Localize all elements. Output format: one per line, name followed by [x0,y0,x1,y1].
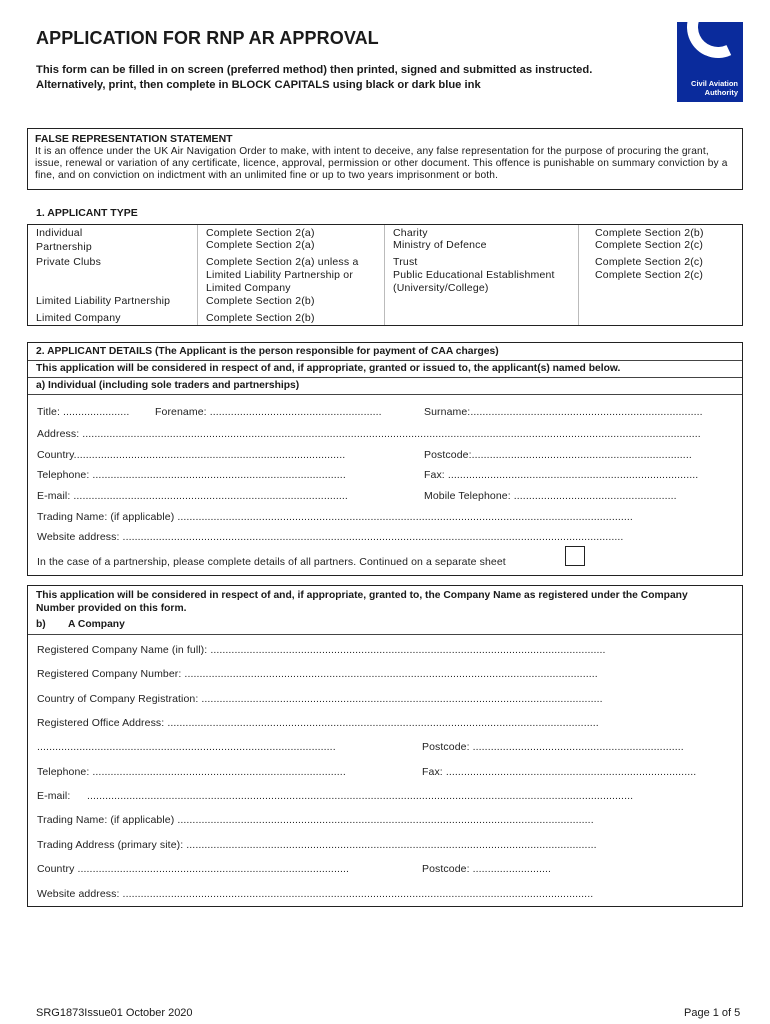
partnership-separate-sheet-checkbox[interactable] [565,546,585,566]
type-charity: Charity [393,227,428,239]
action-charity: Complete Section 2(b) [595,227,704,239]
page-title: APPLICATION FOR RNP AR APPROVAL [36,28,379,48]
address-line-field[interactable]: ................................................................................................... [37,741,336,753]
action-public-educational: Complete Section 2(c) [595,269,704,281]
company-website-field[interactable]: Website address: ............................................................................................................................................................ [37,888,594,900]
trading-address-field[interactable]: Trading Address (primary site): ........................................................................................................................................ [37,839,597,851]
action-trust: Complete Section 2(c) [595,256,704,268]
action-private-clubs-2: Limited Liability Partnership or [206,269,354,281]
company-postcode2-field[interactable]: Postcode: .......................... [422,863,552,875]
caa-logo-text: Civil Aviation Authority [691,79,738,97]
form-reference: SRG1873Issue01 October 2020 [36,1007,193,1019]
action-partnership: Complete Section 2(a) [206,239,315,251]
forename-field[interactable]: Forename: ......................................................... [155,406,382,418]
type-public-educational-2: (University/College) [393,282,489,294]
company-fax-field[interactable]: Fax: ................................................................................... [422,766,697,778]
divider [28,377,742,378]
address-field[interactable]: Address: ............................................................................................................................................................................................................. [37,428,701,440]
type-llp: Limited Liability Partnership [36,295,171,307]
country-field[interactable]: Country.......................................................................................... [37,449,346,461]
action-mod: Complete Section 2(c) [595,239,704,251]
applicant-type-table [27,224,743,326]
email-field[interactable]: E-mail: ........................................................................................... [37,490,348,502]
company-postcode-field[interactable]: Postcode: ...................................................................... [422,741,684,753]
false-representation-box [27,128,743,190]
partnership-note: In the case of a partnership, please complete details of all partners. Continued on a separate sheet [37,556,506,568]
postcode-field[interactable]: Postcode:......................................................................... [424,449,692,461]
action-llp: Complete Section 2(b) [206,295,315,307]
company-trading-name-field[interactable]: Trading Name: (if applicable) .......................................................................................................................................... [37,814,594,826]
country-registration-field[interactable]: Country of Company Registration: ..................................................................................................................................... [37,693,603,705]
registered-office-field[interactable]: Registered Office Address: ............................................................................................................................................... [37,717,599,729]
column-divider [197,225,198,325]
false-representation-heading: FALSE REPRESENTATION STATEMENT [35,133,233,145]
trading-name-field[interactable]: Trading Name: (if applicable) ....................................................................................................................................................... [37,511,633,523]
action-private-clubs-3: Limited Company [206,282,291,294]
company-telephone-field[interactable]: Telephone: .................................................................................... [37,766,346,778]
false-representation-text: It is an offence under the UK Air Navigation Order to make, with intent to deceive, any false representation for the purpose of procuring the grant, issue, renewal or variation of any certificate, licence, approval, permission or other document. This offence is punishable on summary conviction by a fine, and on conviction on indictment with an unlimited fine or up to two years imprisonment or both. [35,146,728,181]
section3-sub-b-label: A Company [68,619,125,630]
company-email-label: E-mail: [37,790,71,802]
section2-consider: This application will be considered in respect of and, if appropriate, granted or issued to, the applicant(s) named below. [36,363,621,374]
section2-heading: 2. APPLICANT DETAILS (The Applicant is the person responsible for payment of CAA charges) [36,346,499,357]
action-limited-company: Complete Section 2(b) [206,312,315,324]
action-private-clubs: Complete Section 2(a) unless a [206,256,359,268]
divider [28,634,742,635]
type-trust: Trust [393,256,418,268]
section3-sub-b-letter: b) [36,619,46,630]
company-email-field[interactable]: ..................................................................................................................................................................................... [87,790,634,802]
type-public-educational: Public Educational Establishment [393,269,555,281]
registered-number-field[interactable]: Registered Company Number: ......................................................................................................................................... [37,668,598,680]
action-individual: Complete Section 2(a) [206,227,315,239]
section2-sub-a: a) Individual (including sole traders and partnerships) [36,380,300,391]
section1-heading: 1. APPLICANT TYPE [36,207,138,219]
website-field[interactable]: Website address: ...................................................................................................................................................................... [37,531,624,543]
type-individual: Individual [36,227,83,239]
fax-field[interactable]: Fax: ................................................................................... [424,469,699,481]
type-partnership: Partnership [36,241,92,253]
section3-consider: This application will be considered in respect of and, if appropriate, granted to, the Company Name as registered under the Company Number provided on this form. [36,590,688,614]
company-section [27,585,743,907]
column-divider [384,225,385,325]
divider [28,394,742,395]
intro-text: This form can be filled in on screen (preferred method) then printed, signed and submitted as instructed. Alternatively, print, then complete in BLOCK CAPITALS using black or dark blue ink [36,64,593,91]
title-field[interactable]: Title: ...................... [37,406,130,418]
column-divider [578,225,579,325]
registered-name-field[interactable]: Registered Company Name (in full): ................................................................................................................................... [37,644,606,656]
page-number: Page 1 of 5 [684,1007,741,1019]
type-limited-company: Limited Company [36,312,121,324]
applicant-details-section [27,342,743,576]
caa-logo-ring-icon [678,22,743,67]
type-mod: Ministry of Defence [393,239,487,251]
divider [28,360,742,361]
mobile-field[interactable]: Mobile Telephone: ...................................................... [424,490,677,502]
type-private-clubs: Private Clubs [36,256,102,268]
company-country-field[interactable]: Country .......................................................................................... [37,863,350,875]
surname-field[interactable]: Surname:............................................................................. [424,406,703,418]
caa-logo [677,22,743,102]
telephone-field[interactable]: Telephone: .................................................................................... [37,469,346,481]
